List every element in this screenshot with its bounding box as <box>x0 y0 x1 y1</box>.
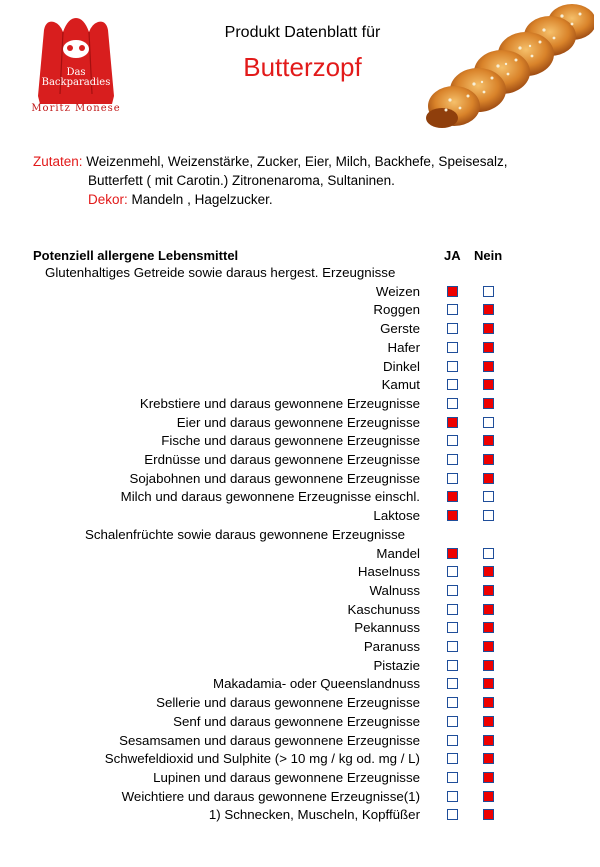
checkbox-ja[interactable] <box>447 435 458 446</box>
allergen-label: Mandel <box>376 545 420 561</box>
checkbox-nein[interactable] <box>483 753 494 764</box>
checkbox-ja[interactable] <box>447 379 458 390</box>
checkbox-ja[interactable] <box>447 716 458 727</box>
dekor-label: Dekor: <box>88 192 128 207</box>
allergen-row <box>0 358 600 377</box>
allergen-label: Paranuss <box>363 639 420 654</box>
checkbox-ja[interactable] <box>447 491 458 502</box>
allergen-row <box>0 301 600 320</box>
allergen-row <box>0 657 600 676</box>
checkbox-ja[interactable] <box>447 304 458 315</box>
allergen-label: Roggen <box>373 302 420 318</box>
checkbox-nein[interactable] <box>483 361 494 372</box>
checkbox-ja[interactable] <box>447 585 458 596</box>
allergen-row <box>0 376 600 395</box>
logo-line-1: Das <box>66 67 86 78</box>
checkbox-ja[interactable] <box>447 735 458 746</box>
checkbox-nein[interactable] <box>483 585 494 596</box>
allergen-row <box>0 339 600 358</box>
allergen-label: Erdnüsse und daraus gewonnene Erzeugnisse <box>144 452 420 467</box>
allergen-row <box>0 507 600 526</box>
checkbox-ja[interactable] <box>447 323 458 334</box>
allergen-label: Pistazie <box>373 657 420 673</box>
checkbox-ja[interactable] <box>447 548 458 559</box>
checkbox-nein[interactable] <box>483 622 494 633</box>
allergen-row <box>0 563 600 582</box>
allergen-label: Krebstiere und daraus gewonnene Erzeugnisse <box>139 395 420 411</box>
logo-line-2: Backparadies <box>41 77 111 88</box>
checkbox-ja[interactable] <box>447 678 458 689</box>
allergen-label: Sellerie und daraus gewonnene Erzeugnisse <box>156 695 420 711</box>
checkbox-nein[interactable] <box>483 473 494 484</box>
checkbox-nein[interactable] <box>483 566 494 577</box>
checkbox-nein[interactable] <box>483 286 494 297</box>
braided-bread-image <box>422 2 594 132</box>
allergen-section-row <box>0 264 600 283</box>
checkbox-nein[interactable] <box>483 697 494 708</box>
allergen-row <box>0 769 600 788</box>
checkbox-ja[interactable] <box>447 361 458 372</box>
allergen-label: Eier und daraus gewonnene Erzeugnisse <box>176 414 420 430</box>
checkbox-ja[interactable] <box>447 398 458 409</box>
checkbox-nein[interactable] <box>483 604 494 615</box>
checkbox-nein[interactable] <box>483 435 494 446</box>
checkbox-ja[interactable] <box>447 809 458 820</box>
column-header-nein: Nein <box>474 248 503 263</box>
ingredients-block <box>33 152 583 209</box>
allergen-label: Weizen <box>375 283 420 299</box>
allergen-label: Schalenfrüchte sowie daraus gewonnene Erzeugnisse <box>85 526 406 542</box>
checkbox-nein[interactable] <box>483 398 494 409</box>
checkbox-ja[interactable] <box>447 604 458 615</box>
allergen-row <box>0 283 600 302</box>
allergen-heading: Potenziell allergene Lebensmittel <box>33 248 239 263</box>
product-name: Butterzopf <box>243 52 362 82</box>
allergen-label: Laktose <box>373 508 420 524</box>
allergen-label: Sesamsamen und daraus gewonnene Erzeugnisse <box>119 732 420 748</box>
allergen-row <box>0 451 600 470</box>
checkbox-ja[interactable] <box>447 417 458 428</box>
cake-mold-logo-icon <box>30 16 122 112</box>
checkbox-ja[interactable] <box>447 286 458 297</box>
page-title: Produkt Datenblatt für <box>224 24 381 41</box>
allergen-label: Milch und daraus gewonnene Erzeugnisse einschl. <box>120 489 420 505</box>
allergen-row <box>0 675 600 694</box>
allergen-row <box>0 432 600 451</box>
checkbox-nein[interactable] <box>483 809 494 820</box>
checkbox-nein[interactable] <box>483 716 494 727</box>
allergen-label: Schwefeldioxid und Sulphite (> 10 mg / kg od. mg / L) <box>104 751 420 767</box>
checkbox-nein[interactable] <box>483 641 494 652</box>
allergen-label: Dinkel <box>383 358 420 374</box>
checkbox-nein[interactable] <box>483 548 494 559</box>
checkbox-ja[interactable] <box>447 660 458 671</box>
allergen-row <box>0 638 600 657</box>
checkbox-nein[interactable] <box>483 323 494 334</box>
checkbox-nein[interactable] <box>483 491 494 502</box>
checkbox-nein[interactable] <box>483 791 494 802</box>
allergen-label: 1) Schnecken, Muscheln, Kopffüßer <box>208 807 420 823</box>
bakery-logo <box>30 16 122 112</box>
allergen-label: Weichtiere und daraus gewonnene Erzeugnisse(1) <box>121 788 420 804</box>
column-header-ja: JA <box>444 248 461 263</box>
checkbox-ja[interactable] <box>447 753 458 764</box>
allergen-row <box>0 395 600 414</box>
dekor-text: Mandeln , Hagelzucker. <box>131 192 273 207</box>
checkbox-nein[interactable] <box>483 454 494 465</box>
allergen-row <box>0 694 600 713</box>
checkbox-ja[interactable] <box>447 566 458 577</box>
allergen-label: Makadamia- oder Queenslandnuss <box>213 676 420 692</box>
allergen-row <box>0 713 600 732</box>
checkbox-ja[interactable] <box>447 622 458 633</box>
checkbox-nein[interactable] <box>483 379 494 390</box>
allergen-row <box>0 788 600 807</box>
checkbox-nein[interactable] <box>483 660 494 671</box>
checkbox-ja[interactable] <box>447 342 458 353</box>
zutaten-label: Zutaten: <box>33 154 83 169</box>
allergen-row <box>0 806 600 825</box>
zutaten-line-2: Butterfett ( mit Carotin.) Zitronenaroma, Sultaninen. <box>88 173 395 188</box>
allergen-row <box>0 582 600 601</box>
allergen-label: Walnuss <box>369 582 420 598</box>
checkbox-nein[interactable] <box>483 772 494 783</box>
allergen-row <box>0 545 600 564</box>
allergen-row <box>0 732 600 751</box>
allergen-label: Pekannuss <box>354 620 420 636</box>
checkbox-ja[interactable] <box>447 454 458 465</box>
checkbox-ja[interactable] <box>447 473 458 484</box>
checkbox-ja[interactable] <box>447 772 458 783</box>
allergen-section-row <box>0 526 600 545</box>
checkbox-nein[interactable] <box>483 417 494 428</box>
logo-line-3: Moritz Monese <box>31 103 121 114</box>
checkbox-ja[interactable] <box>447 510 458 521</box>
allergen-row <box>0 470 600 489</box>
allergen-label: Sojabohnen und daraus gewonnene Erzeugnisse <box>129 470 420 486</box>
allergen-row <box>0 619 600 638</box>
allergen-label: Kamut <box>381 377 420 393</box>
allergen-label: Kaschunuss <box>347 601 420 617</box>
allergen-label: Hafer <box>387 339 420 355</box>
allergen-row <box>0 488 600 507</box>
checkbox-ja[interactable] <box>447 697 458 708</box>
allergen-label: Glutenhaltiges Getreide sowie daraus hergest. Erzeugnisse <box>45 265 396 280</box>
checkbox-nein[interactable] <box>483 510 494 521</box>
allergen-row <box>0 750 600 769</box>
allergen-label: Lupinen und daraus gewonnene Erzeugnisse <box>153 769 420 785</box>
checkbox-ja[interactable] <box>447 641 458 652</box>
checkbox-ja[interactable] <box>447 791 458 802</box>
checkbox-nein[interactable] <box>483 678 494 689</box>
allergen-label: Fische und daraus gewonnene Erzeugnisse <box>161 433 420 449</box>
checkbox-nein[interactable] <box>483 304 494 315</box>
checkbox-nein[interactable] <box>483 342 494 353</box>
allergen-label: Haselnuss <box>357 564 420 580</box>
allergen-row <box>0 320 600 339</box>
allergen-row <box>0 601 600 620</box>
allergen-label: Senf und daraus gewonnene Erzeugnisse <box>173 713 420 729</box>
allergen-row <box>0 414 600 433</box>
allergen-label: Gerste <box>380 321 420 337</box>
checkbox-nein[interactable] <box>483 735 494 746</box>
zutaten-line-1: Weizenmehl, Weizenstärke, Zucker, Eier, Milch, Backhefe, Speisesalz, <box>86 154 508 169</box>
